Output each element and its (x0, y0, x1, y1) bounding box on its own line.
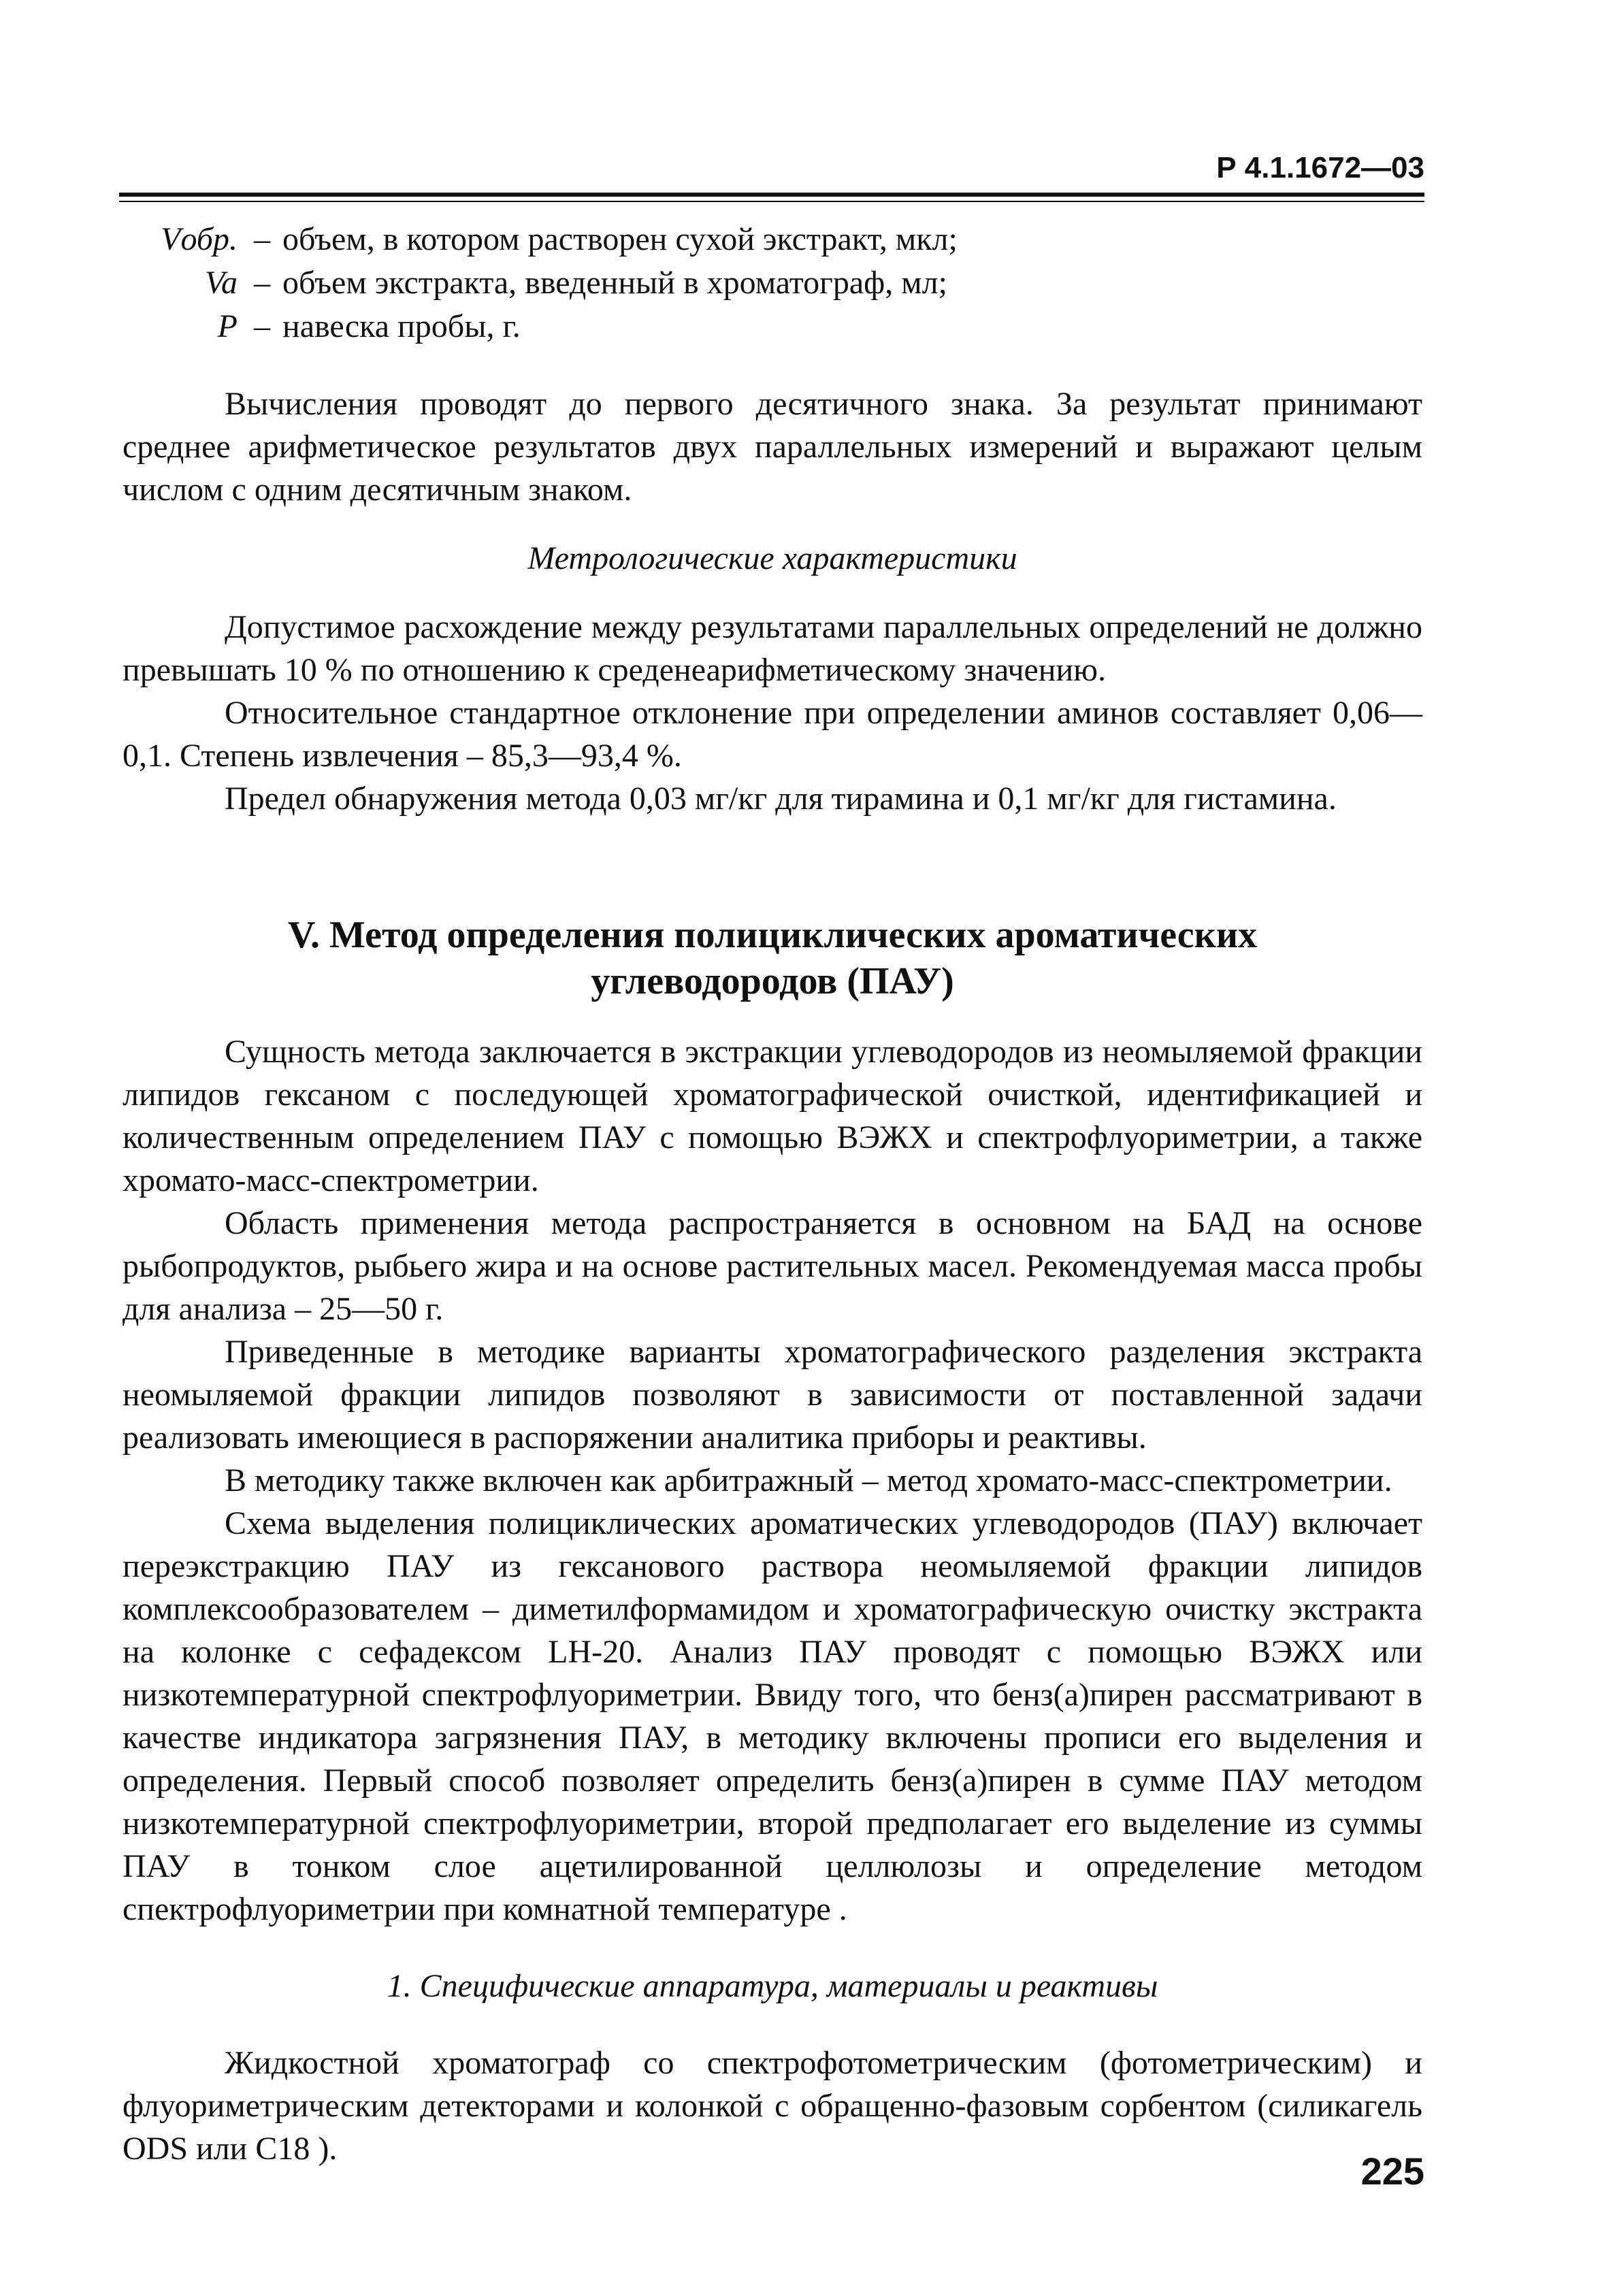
definition-row (123, 305, 1422, 348)
definition-text: объем экстракта, введенный в хроматограф, мл; (282, 265, 947, 301)
metrology-paragraph: Относительное стандартное отклонение при определении аминов составляет 0,06—0,1. Степень извлечения – 85,3—93,4 %. (123, 695, 1422, 774)
definition-symbol: P (217, 308, 238, 344)
metrology-heading: Метрологические характеристики (527, 540, 1017, 576)
document-code: Р 4.1.1672—03 (1216, 151, 1424, 184)
section-paragraph: Приведенные в методике варианты хроматографического разделения экстракта неомыляемой фракции липидов позволяют в зависимости от поставленной задачи реализовать имеющиеся в распоряжении аналитика приборы и реактивы. (123, 1334, 1422, 1456)
section-paragraph: Схема выделения полициклических ароматических углеводородов (ПАУ) включает переэкстракцию ПАУ из гексанового раствора неомыляемой фракции липидов комплексообразователем – диметилформамидом и хроматографическую очистку экстракта на колонке с сефадексом LH-20. Анализ ПАУ проводят с помощью ВЭЖХ или низкотемпературной спектрофлуориметрии. Ввиду того, что бенз(а)пирен рассматривают в качестве индикатора загрязнения ПАУ, в методику включены прописи его выделения и определения. Первый способ позволяет определить бенз(а)пирен в сумме ПАУ методом низкотемпературной спектрофлуориметрии, второй предполагает его выделение из суммы ПАУ в тонком слое ацетилированной целлюлозы и определение методом спектрофлуориметрии при комнатной температуре . (123, 1505, 1422, 1927)
definition-dash: – (254, 308, 270, 344)
definition-dash: – (254, 221, 270, 257)
section-title-line2: углеводородов (ПАУ) (591, 960, 954, 1002)
header-rule-thin (119, 201, 1424, 202)
definition-text: навеска пробы, г. (282, 308, 521, 344)
definition-row (123, 261, 1422, 305)
subsection-paragraph: Жидкостной хроматограф со спектрофотометрическим (фотометрическим) и флуориметрическим детекторами и колонкой с обращенно-фазовым сорбентом (силикагель ODS или С18 ). (123, 2045, 1422, 2167)
definition-dash: – (254, 265, 270, 301)
metrology-paragraph: Допустимое расхождение между результатами параллельных определений не должно превышать 10 % по отношению к среденеарифметическому значению. (123, 609, 1422, 688)
definitions-list (123, 218, 1422, 348)
section-paragraph: Сущность метода заключается в экстракции углеводородов из неомыляемой фракции липидов гексаном с последующей хроматографической очисткой, идентификацией и количественным определением ПАУ с помощью ВЭЖХ и спектрофлуориметрии, а также хромато-масс-спектрометрии. (123, 1034, 1422, 1198)
definition-row (123, 218, 1422, 261)
definition-symbol: Va (205, 265, 238, 301)
definition-text: объем, в котором растворен сухой экстракт, мкл; (282, 221, 958, 257)
section-paragraph: Область применения метода распространяется в основном на БАД на основе рыбопродуктов, рыбьего жира и на основе растительных масел. Рекомендуемая масса пробы для анализа – 25—50 г. (123, 1205, 1422, 1327)
page-body (123, 218, 1422, 2170)
subsection-heading: 1. Специфические аппаратура, материалы и реактивы (387, 1968, 1158, 2004)
page-number: 225 (1360, 2150, 1424, 2193)
header-rule-thick (119, 193, 1424, 197)
section-paragraph: В методику также включен как арбитражный – метод хромато-масс-спектрометрии. (225, 1462, 1392, 1498)
metrology-paragraph: Предел обнаружения метода 0,03 мг/кг для тирамина и 0,1 мг/кг для гистамина. (225, 781, 1337, 817)
section-title-line1: V. Метод определения полициклических ароматических (287, 914, 1258, 956)
calculation-paragraph: Вычисления проводят до первого десятичного знака. За результат принимают среднее арифметическое результатов двух параллельных измерений и выражают целым числом с одним десятичным знаком. (123, 386, 1422, 508)
definition-symbol: Vобр. (161, 221, 238, 257)
